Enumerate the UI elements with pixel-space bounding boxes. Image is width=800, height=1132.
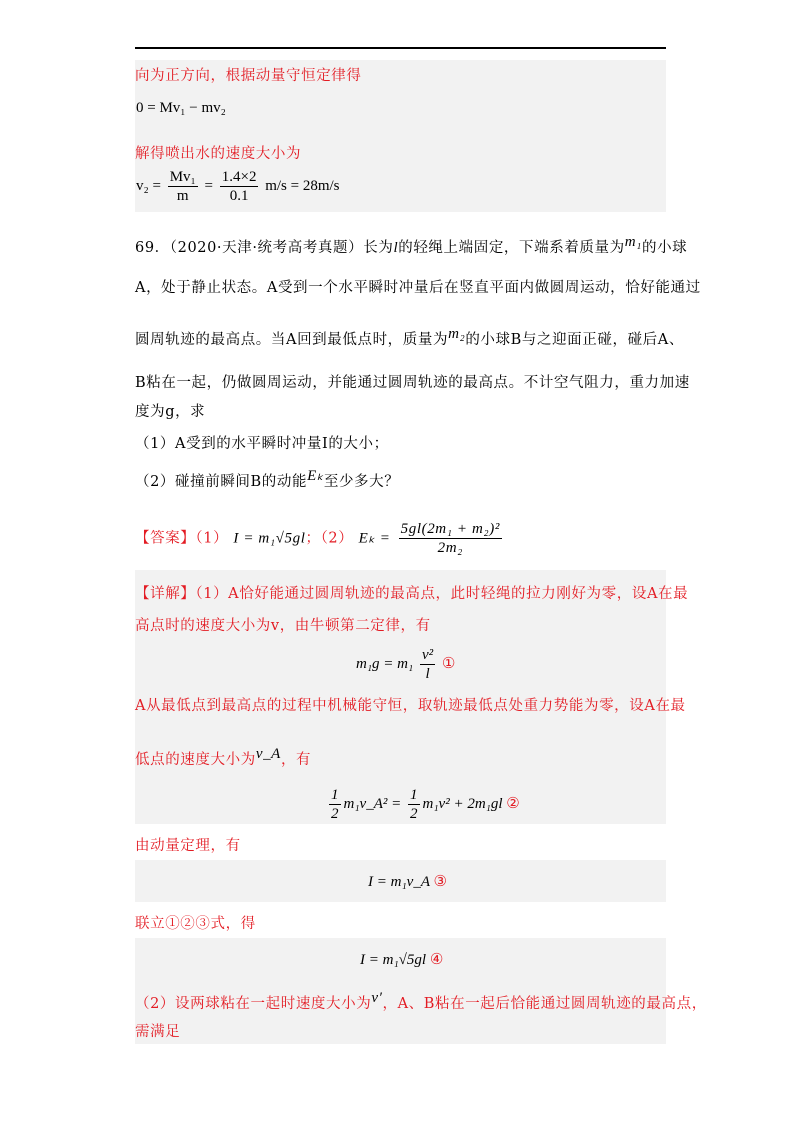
equation-mark-4: ④ xyxy=(429,950,444,968)
detail-line2: 高点时的速度大小为v，由牛顿第二定律，有 xyxy=(135,618,431,634)
problem-line3: 圆周轨迹的最高点。当A回到最低点时，质量为$^{m_2}$的小球B与之迎面正碰，碰后A、 xyxy=(135,326,684,348)
equation-mark-2: ② xyxy=(506,793,520,812)
prev-eq1: 0 = Mv₁ − mv₂ xyxy=(136,100,226,116)
detail-eq2: $\frac{1}{2}$ m₁v_A² = $\frac{1}{2}$ m₁v² + 2m₁gl ② xyxy=(331,787,520,822)
detail-line4: 低点的速度大小为$^{v\_A}$，有 xyxy=(135,746,312,768)
answer-2-den: 2m₂ xyxy=(437,540,463,556)
problem-source: （2020·天津·统考高考真题） xyxy=(169,239,364,256)
question-1: （1）A受到的水平瞬时冲量I的大小； xyxy=(135,436,389,452)
answer-line: 【答案】（1） I = m₁√5gl；（2） Eₖ = $\frac{\text{5gl(2m₁ + m₂)²}}{\text{2m₂}}$ xyxy=(135,521,500,556)
detail-line8: 需满足 xyxy=(135,1024,181,1040)
prev-eq2: v₂ = $\frac{\text{Mv₁}}{m}$ = $\frac{1.4\times 2}{0.1}$ m/s = 28m/s xyxy=(136,169,340,204)
answer-2-num: 5gl(2m₁ + m₂)² xyxy=(400,521,500,537)
detail-eq3: I = m₁v_A ③ xyxy=(368,872,447,890)
detail-label: 【详解】 xyxy=(135,586,196,602)
equation-mark-1: ① xyxy=(441,653,456,672)
problem-line4: B粘在一起，仍做圆周运动，并能通过圆周轨迹的最高点。不计空气阻力，重力加速 xyxy=(135,375,690,391)
prev-line2: 解得喷出水的速度大小为 xyxy=(135,146,302,162)
question-2: （2）碰撞前瞬间B的动能$^{E_k}$至少多大？ xyxy=(135,468,400,490)
problem-line1: 69．（2020·天津·统考高考真题）长为l的轻绳上端固定，下端系着质量为$^{m_1}$的小球 xyxy=(135,234,688,256)
detail-line7: （2）设两球粘在一起时速度大小为$^{v'}$，A、B粘在一起后恰能通过圆周轨迹的最高点， xyxy=(135,990,707,1012)
problem-line5: 度为g，求 xyxy=(135,404,206,420)
detail-line3: A从最低点到最高点的过程中机械能守恒，取轨迹最低点处重力势能为零，设A在最 xyxy=(135,698,686,714)
detail-line5: 由动量定理，有 xyxy=(135,838,241,854)
detail-line1: 【详解】（1）A恰好能通过圆周轨迹的最高点，此时轻绳的拉力刚好为零，设A在最 xyxy=(135,586,689,602)
problem-line2: A，处于静止状态。A受到一个水平瞬时冲量后在竖直平面内做圆周运动，恰好能通过 xyxy=(135,280,701,296)
problem-number: 69． xyxy=(135,239,170,256)
equation-mark-3: ③ xyxy=(433,872,447,890)
detail-line6: 联立①②③式，得 xyxy=(135,916,256,932)
prev-line1: 向为正方向，根据动量守恒定律得 xyxy=(135,68,362,84)
answer-1: I = m₁√5gl xyxy=(233,530,306,547)
answer-label: 【答案】 xyxy=(135,530,196,547)
header-rule xyxy=(135,47,666,49)
detail-eq1: m₁g = m₁ $\frac{\text{v²}}{l}$ ① xyxy=(356,647,456,682)
detail-eq4: I = m₁√5gl ④ xyxy=(360,950,444,968)
